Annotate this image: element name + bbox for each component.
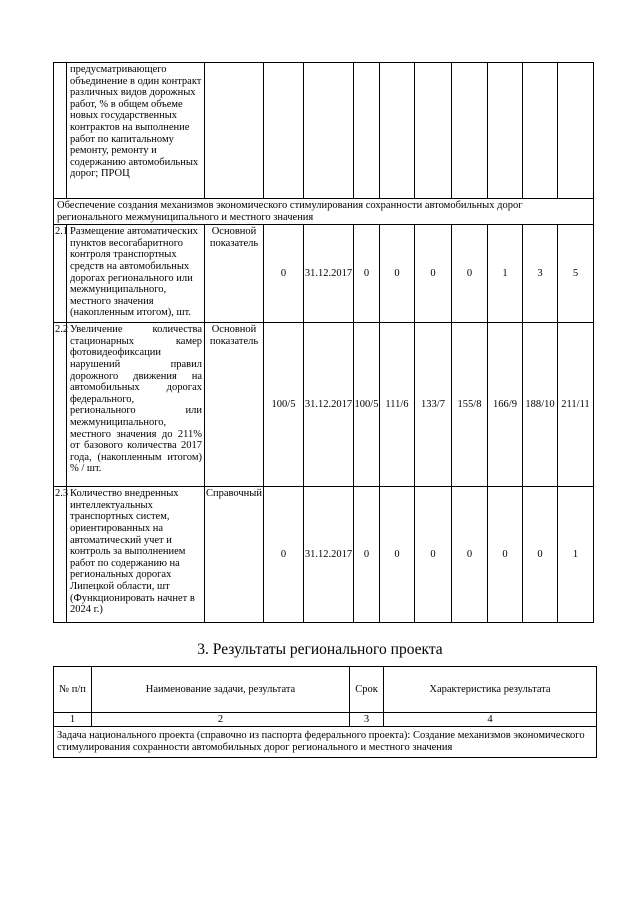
year-value: 155/8 [452,323,488,487]
section-title: Обеспечение создания механизмов экономического стимулирования сохранности автомобильных дорог регионального межмуниципального и местного значения [54,199,594,225]
year-value: 0 [452,225,488,323]
indicator-type: Справочный [205,487,264,623]
year-value: 188/10 [523,323,558,487]
table-row [54,225,594,323]
year-value: 133/7 [415,323,452,487]
table-row [54,323,594,487]
year-value: 0 [488,487,523,623]
header-cell: Срок [350,667,384,713]
year-value: 3 [523,225,558,323]
task-text: Задача национального проекта (справочно из паспорта федерального проекта): Создание механизмов экономического стимулирования сохранности автомобильных дорог регионального и местного значения [54,727,597,758]
continuation-text: предусматривающего объединение в один контракт различных видов дорожных работ, % в общем объеме новых государственных контрактов на выполнение работ по капитальному ремонту, ремонту и содержанию автомобильных дорог; ПРОЦ [67,63,205,199]
year-value: 0 [415,487,452,623]
results-table [53,666,597,758]
year-value: 0 [380,487,415,623]
indicator-name: Размещение автоматических пунктов весогабаритного контроля транспортных средств на автомобильных дорогах регионального или межмуниципального, местного значения (накопленным итогом), шт. [67,225,205,323]
base-value: 0 [264,225,304,323]
index-cell: 1 [54,713,92,727]
year-value: 0 [523,487,558,623]
year-value: 1 [488,225,523,323]
base-date: 31.12.2017 [304,323,354,487]
base-value: 100/5 [264,323,304,487]
year-value: 166/9 [488,323,523,487]
year-value: 0 [452,487,488,623]
indicator-name: Увеличение количества стационарных камер фотовидеофиксации нарушений правил дорожного движения на автомобильных дорогах федерального, регионального или межмуниципального, местного значения до 211% от базового количества 2017 года, (накопленным итогом) % / шт. [67,323,205,487]
base-date: 31.12.2017 [304,225,354,323]
base-date: 31.12.2017 [304,487,354,623]
year-value: 0 [354,225,380,323]
row-number: 2.3 [54,487,67,623]
year-value: 0 [380,225,415,323]
indicator-type: Основной показатель [205,225,264,323]
index-cell: 4 [384,713,597,727]
task-row [54,727,597,758]
row-number: 2.1 [54,225,67,323]
index-cell: 2 [92,713,350,727]
header-cell: Характеристика результата [384,667,597,713]
year-value: 1 [558,487,594,623]
section-heading: 3. Результаты регионального проекта [197,641,443,658]
header-cell: Наименование задачи, результата [92,667,350,713]
row-number: 2.2 [54,323,67,487]
index-cell: 3 [350,713,384,727]
year-value: 0 [415,225,452,323]
header-cell: № п/п [54,667,92,713]
index-row [54,713,597,727]
base-value: 0 [264,487,304,623]
indicator-name: Количество внедренных интеллектуальных транспортных систем, ориентированных на автоматический учет и контроль за выполнением работ по содержанию на региональных дорогах Липецкой области, шт (Функционировать начнет в 2024 г.) [67,487,205,623]
section-row [54,199,594,225]
continuation-row [54,63,594,199]
year-value: 111/6 [380,323,415,487]
year-value: 100/5 [354,323,380,487]
year-value: 5 [558,225,594,323]
indicators-table [53,62,594,623]
indicator-type: Основной показатель [205,323,264,487]
year-value: 0 [354,487,380,623]
table-row [54,487,594,623]
header-row [54,667,597,713]
year-value: 211/11 [558,323,594,487]
